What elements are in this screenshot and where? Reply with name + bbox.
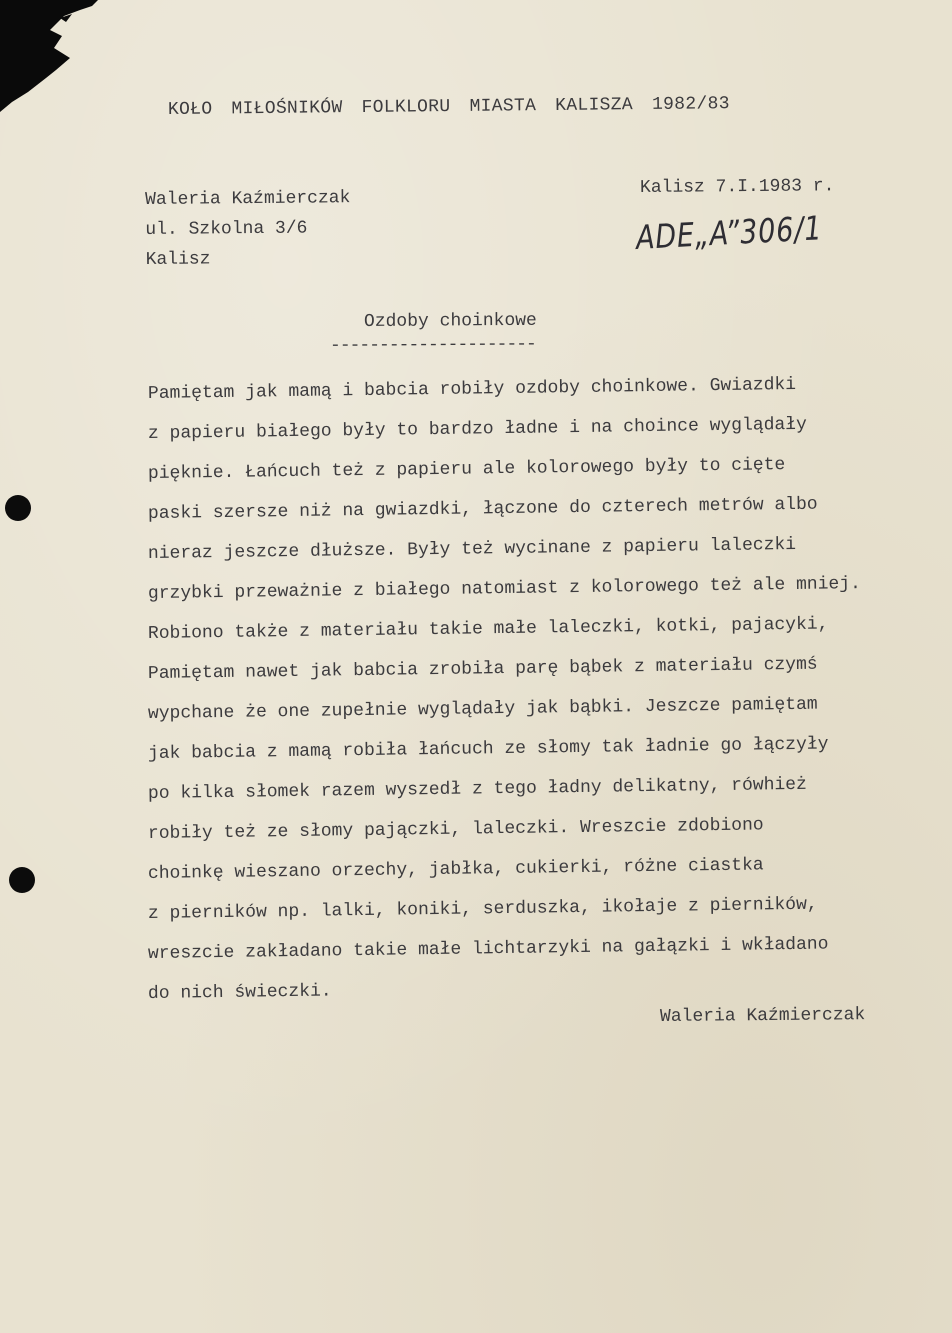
punch-hole-bottom: [9, 867, 35, 893]
sender-address: [145, 183, 351, 275]
body-text: [148, 374, 948, 1014]
body-line: Pamiętam jak mamą i babcia robiły ozdoby choinkowe. Gwiazdki: [147, 374, 797, 404]
body-line: do nich świeczki.: [147, 981, 332, 1004]
body-line: choinkę wieszano orzechy, jabłka, cukierki, różne ciastka: [147, 855, 764, 884]
body-line: nieraz jeszcze dłuższe. Były też wycinane z papieru laleczki: [147, 534, 797, 564]
signature-typed: Waleria Kaźmierczak: [659, 1005, 866, 1027]
body-line: wreszcie zakładano takie małe lichtarzyki na gałązki i wkładano: [147, 934, 829, 964]
punch-hole-top: [5, 495, 31, 521]
place-date: Kalisz 7.I.1983 r.: [639, 176, 835, 198]
body-line: robiły też ze słomy pajączki, laleczki. Wreszcie zdobiono: [147, 815, 764, 844]
body-line: pięknie. Łańcuch też z papieru ale kolorowego były to cięte: [147, 455, 786, 484]
body-line: paski szersze niż na gwiazdki, łączone do czterech metrów albo: [147, 494, 818, 524]
body-line: wypchane że one zupełnie wyglądały jak bąbki. Jeszcze pamiętam: [147, 694, 818, 724]
body-line: jak babcia z mamą robiła łańcuch ze słomy tak ładnie go łączyły: [147, 734, 829, 764]
body-line: grzybki przeważnie z białego natomiast z kolorowego też ale mniej.: [147, 574, 861, 604]
torn-corner-mark: [0, 0, 110, 120]
archive-mark-handwritten: ADE„A”306/1: [634, 208, 824, 257]
sender-city: Kalisz: [145, 249, 211, 270]
organization-header: KOŁO MIŁOŚNIKÓW FOLKLORU MIASTA KALISZA 1982/83: [167, 94, 730, 120]
body-line: Pamiętam nawet jak babcia zrobiła parę bąbek z materiału czymś: [147, 654, 818, 684]
sender-name: Waleria Kaźmierczak: [145, 188, 351, 210]
sender-street: ul. Szkolna 3/6: [145, 218, 308, 240]
body-line: Robiono także z materiału takie małe laleczki, kotki, pajacyki,: [147, 614, 829, 644]
body-line: z pierników np. lalki, koniki, serduszka, ikołaje z pierników,: [147, 894, 818, 924]
body-line: po kilka słomek razem wyszedł z tego ładny delikatny, rówhież: [147, 774, 807, 804]
body-line: z papieru białego były to bardzo ładne i na choince wyglądały: [147, 414, 807, 444]
document-title: Ozdoby choinkowe: [363, 310, 537, 332]
title-underline: ---------------------: [329, 334, 536, 356]
